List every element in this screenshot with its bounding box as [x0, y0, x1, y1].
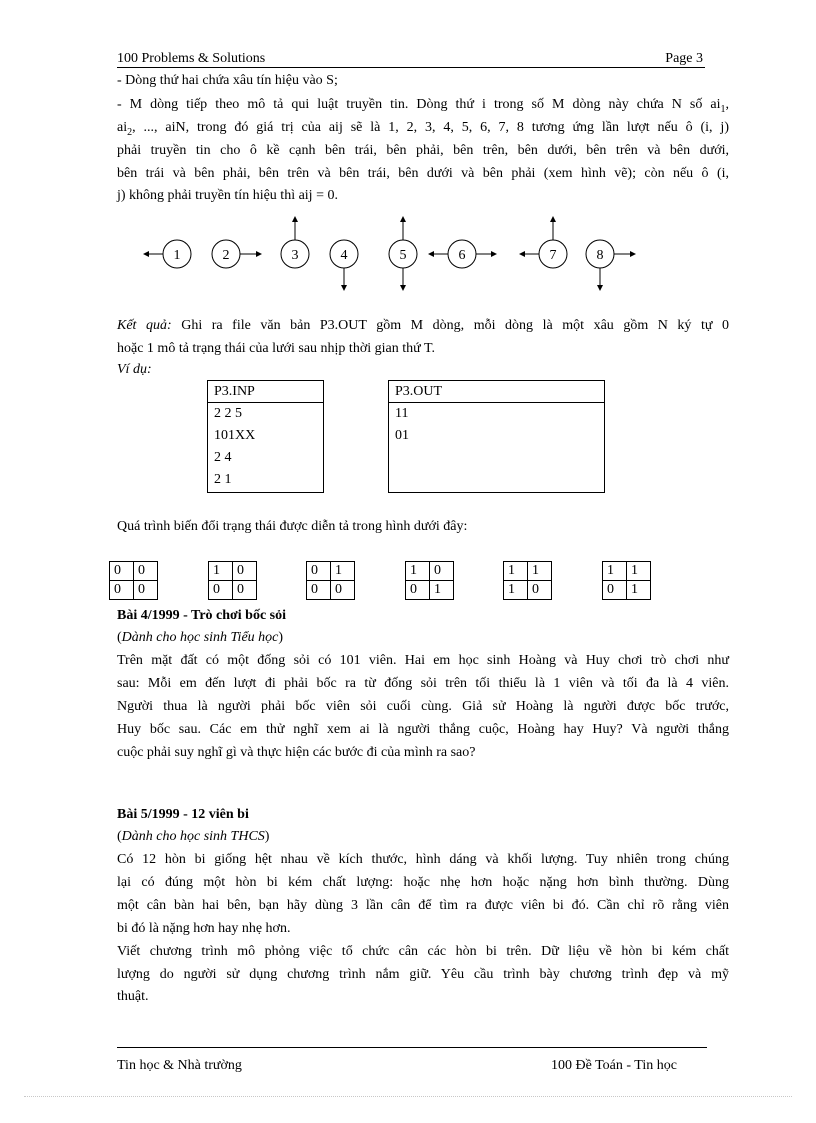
- direction-label-4: 4: [340, 248, 348, 263]
- problem4-audience: (Dành cho học sinh Tiểu học): [117, 630, 284, 645]
- input-row-3: 2 4: [214, 450, 232, 465]
- grid-cell: 1: [331, 562, 355, 581]
- problem5-line-4: bi đó là nặng hơn hay nhẹ hơn.: [117, 921, 291, 936]
- page-bottom-border: [24, 1096, 792, 1097]
- result-line-2: hoặc 1 mô tả trạng thái của lưới sau nhịp thời gian thứ T.: [117, 341, 435, 356]
- state-grid-5: [503, 561, 552, 600]
- problem4-line-2: sau: Mỗi em đến lượt đi phải bốc ra từ đống sỏi trên tối thiểu là 1 viên và tối đa là 4 viên.: [117, 676, 729, 691]
- direction-diagram: [130, 212, 650, 292]
- direction-label-3: 3: [291, 248, 299, 263]
- direction-label-2: 2: [222, 248, 230, 263]
- example-label: Ví dụ:: [117, 362, 152, 377]
- grid-cell: 1: [209, 562, 233, 581]
- problem5-line-1: Có 12 hòn bi giống hệt nhau về kích thước, hình dáng và khối lượng. Tuy nhiên trong chúng: [117, 852, 729, 867]
- header-title: 100 Problems & Solutions: [117, 51, 266, 66]
- result-text: Ghi ra file văn bản P3.OUT gồm M dòng, mỗi dòng là một xâu gồm N ký tự 0: [171, 318, 729, 333]
- grid-cell: 1: [430, 581, 454, 600]
- problem4-line-5: cuộc phải suy nghĩ gì và thực hiện các bước đi của mình ra sao?: [117, 745, 476, 760]
- grid-cell: 0: [430, 562, 454, 581]
- direction-label-7: 7: [549, 248, 557, 263]
- grid-cell: 1: [406, 562, 430, 581]
- problem4-title: Bài 4/1999 - Trò chơi bốc sỏi: [117, 608, 287, 623]
- problem4-line-3: Người thua là người phải bốc viên sỏi cuối cùng. Giả sử Hoàng là người được bốc trước,: [117, 699, 729, 714]
- grid-cell: 0: [528, 581, 552, 600]
- problem4-line-4: Huy bốc sau. Các em thử nghĩ xem ai là người thắng cuộc, Hoàng hay Huy? Và người thắng: [117, 722, 729, 737]
- grid-cell: 1: [504, 581, 528, 600]
- intro-line-2-text: - M dòng tiếp theo mô tả qui luật truyền tin. Dòng thứ i trong số M dòng này chứa N số ai: [117, 97, 721, 112]
- problem5-line-6: lượng do người sử dụng chương trình nắm giữ. Yêu cầu trình bày chương trình đẹp và mỹ: [117, 967, 729, 982]
- output-row-2: 01: [395, 428, 409, 443]
- header-page-number: Page 3: [665, 51, 703, 66]
- intro-line-3-sub: 2: [127, 126, 133, 138]
- problem5-line-5: Viết chương trình mô phỏng việc tổ chức cân các hòn bi trên. Dữ liệu về hòn bi kém chất: [117, 944, 729, 959]
- intro-line-4: phải truyền tin cho ô kề cạnh bên trái, bên phải, bên trên, bên dưới, bên trên và bên dưới,: [117, 143, 729, 158]
- problem5-audience: (Dành cho học sinh THCS): [117, 829, 270, 844]
- grid-cell: 0: [134, 562, 158, 581]
- problem4-line-1: Trên mặt đất có một đống sỏi có 101 viên. Hai em học sinh Hoàng và Huy chơi trò chơi như: [117, 653, 729, 668]
- grid-cell: 0: [406, 581, 430, 600]
- state-grid-6: [602, 561, 651, 600]
- intro-line-3-rest: , ..., aiN, trong đó giá trị của aij sẽ là 1, 2, 3, 4, 5, 6, 7, 8 tương ứng lần lượt nếu ô (i, j): [132, 120, 729, 135]
- direction-label-5: 5: [399, 248, 407, 263]
- input-file-box: [207, 380, 324, 493]
- page-header: [117, 51, 705, 68]
- grid-cell: 1: [528, 562, 552, 581]
- problem5-title: Bài 5/1999 - 12 viên bi: [117, 807, 249, 822]
- result-line-1: [117, 315, 729, 337]
- problem5-line-7: thuật.: [117, 989, 149, 1004]
- transition-text: Quá trình biến đổi trạng thái được diễn tả trong hình dưới đây:: [117, 519, 468, 534]
- direction-label-1: 1: [173, 248, 181, 263]
- result-label: Kết quả:: [117, 318, 172, 333]
- grid-cell: 1: [627, 562, 651, 581]
- output-row-1: 11: [395, 406, 409, 421]
- footer-left: Tin học & Nhà trường: [117, 1058, 242, 1073]
- state-grid-4: [405, 561, 454, 600]
- intro-line-5: bên trái và bên phải, bên trên và bên trái, bên dưới và bên phải (xem hình vẽ); còn nếu ô (i,: [117, 166, 729, 181]
- grid-cell: 1: [603, 562, 627, 581]
- footer-right: 100 Đề Toán - Tin học: [551, 1058, 677, 1073]
- grid-cell: 0: [331, 581, 355, 600]
- grid-cell: 0: [209, 581, 233, 600]
- output-file-box: [388, 380, 605, 493]
- direction-label-6: 6: [458, 248, 466, 263]
- grid-cell: 1: [627, 581, 651, 600]
- footer-rule: [117, 1047, 707, 1048]
- grid-cell: 0: [603, 581, 627, 600]
- input-row-1: 2 2 5: [214, 406, 242, 421]
- grid-cell: 0: [110, 581, 134, 600]
- input-row-4: 2 1: [214, 472, 232, 487]
- intro-line-3-text: ai: [117, 120, 128, 135]
- problem4-audience-text: Dành cho học sinh Tiểu học: [121, 630, 279, 645]
- grid-cell: 0: [233, 562, 257, 581]
- grid-cell: 0: [307, 581, 331, 600]
- intro-line-6: j) không phải truyền tín hiệu thì aij = 0.: [117, 188, 338, 203]
- grid-cell: 0: [233, 581, 257, 600]
- grid-cell: 0: [307, 562, 331, 581]
- intro-line-1: - Dòng thứ hai chứa xâu tín hiệu vào S;: [117, 73, 338, 88]
- state-grid-2: [208, 561, 257, 600]
- problem5-audience-text: Dành cho học sinh THCS: [121, 829, 265, 844]
- state-grid-1: [109, 561, 158, 600]
- intro-line-2: - M dòng tiếp theo mô tả qui luật truyền tin. Dòng thứ i trong số M dòng này chứa N số $ai_1$,: [117, 97, 729, 115]
- grid-cell: 0: [110, 562, 134, 581]
- output-file-title: P3.OUT: [389, 381, 604, 403]
- input-row-2: 101XX: [214, 428, 256, 443]
- grid-cell: 0: [134, 581, 158, 600]
- grid-cell: 1: [504, 562, 528, 581]
- state-grid-3: [306, 561, 355, 600]
- direction-label-8: 8: [596, 248, 604, 263]
- intro-line-2-sub: 1: [720, 103, 726, 115]
- problem5-line-2: lại có đúng một hòn bi kém chất lượng: hoặc nhẹ hơn hoặc nặng hơn bình thường. Dùng: [117, 875, 729, 890]
- input-file-title: P3.INP: [208, 381, 323, 403]
- problem5-line-3: một cân bàn hai bên, bạn hãy dùng 3 lần cân để tìm ra được viên bi đó. Cần chỉ rõ rằng viên: [117, 898, 729, 913]
